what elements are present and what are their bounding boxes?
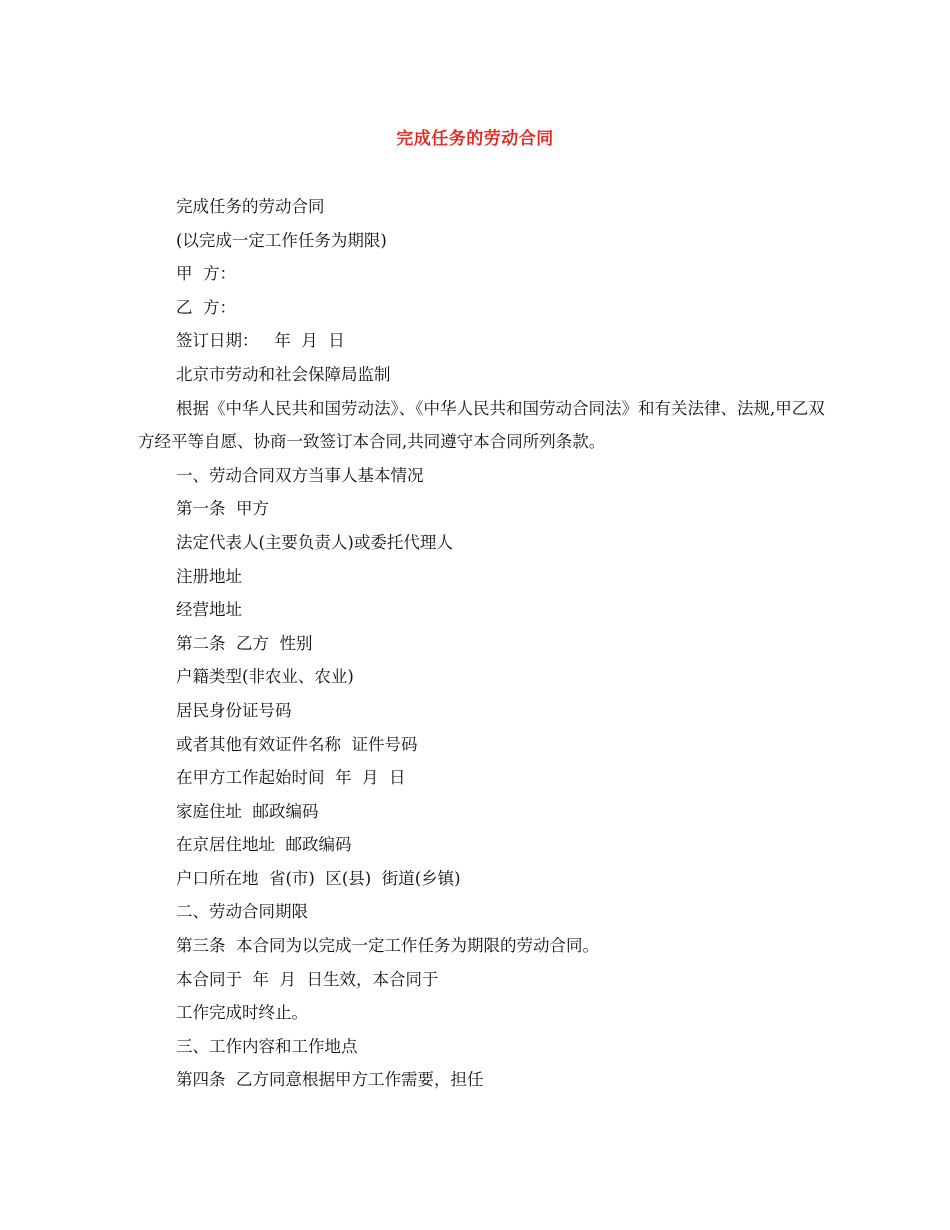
paragraph: 第三条 本合同为以完成一定工作任务为期限的劳动合同。 [176, 936, 599, 956]
paragraph: 工作完成时终止。 [176, 1003, 308, 1023]
paragraph: 甲 方： [176, 264, 236, 284]
section-heading: 三、工作内容和工作地点 [176, 1036, 358, 1056]
document-title: 完成任务的劳动合同 [396, 129, 554, 149]
paragraph: 本合同于 年 月 日生效，本合同于 [176, 969, 439, 989]
paragraph: 完成任务的劳动合同 [176, 197, 325, 216]
paragraph: 居民身份证号码 [176, 700, 292, 720]
paragraph: 根据《中华人民共和国劳动法》、《中华人民共和国劳动合同法》和有关法律、法规,甲乙双方经平等自愿、协商一致签订本合同,共同遵守本合同所列条款。 [138, 398, 825, 452]
paragraph: 乙 方： [176, 297, 236, 317]
paragraph: 第二条 乙方 性别 [176, 633, 313, 653]
paragraph: 签订日期： 年 月 日 [176, 331, 345, 351]
paragraph: 法定代表人(主要负责人)或委托代理人 [176, 532, 453, 552]
paragraph: 家庭住址 邮政编码 [176, 801, 319, 821]
paragraph: 在京居住地址 邮政编码 [176, 835, 352, 855]
paragraph: 经营地址 [176, 600, 242, 620]
paragraph: 户口所在地 省(市) 区(县) 街道(乡镇) [176, 868, 461, 888]
document-body [138, 190, 838, 1097]
paragraph: 或者其他有效证件名称 证件号码 [176, 734, 418, 754]
paragraph: 第一条 甲方 [176, 499, 269, 519]
paragraph: 北京市劳动和社会保障局监制 [176, 364, 391, 384]
section-heading: 二、劳动合同期限 [176, 902, 308, 922]
paragraph: 在甲方工作起始时间 年 月 日 [176, 768, 406, 788]
paragraph: 户籍类型(非农业、农业) [176, 667, 354, 687]
paragraph: 第四条 乙方同意根据甲方工作需要，担任 [176, 1070, 484, 1090]
section-heading: 一、劳动合同双方当事人基本情况 [176, 465, 424, 485]
paragraph: (以完成一定工作任务为期限) [176, 230, 387, 250]
paragraph: 注册地址 [176, 566, 242, 586]
